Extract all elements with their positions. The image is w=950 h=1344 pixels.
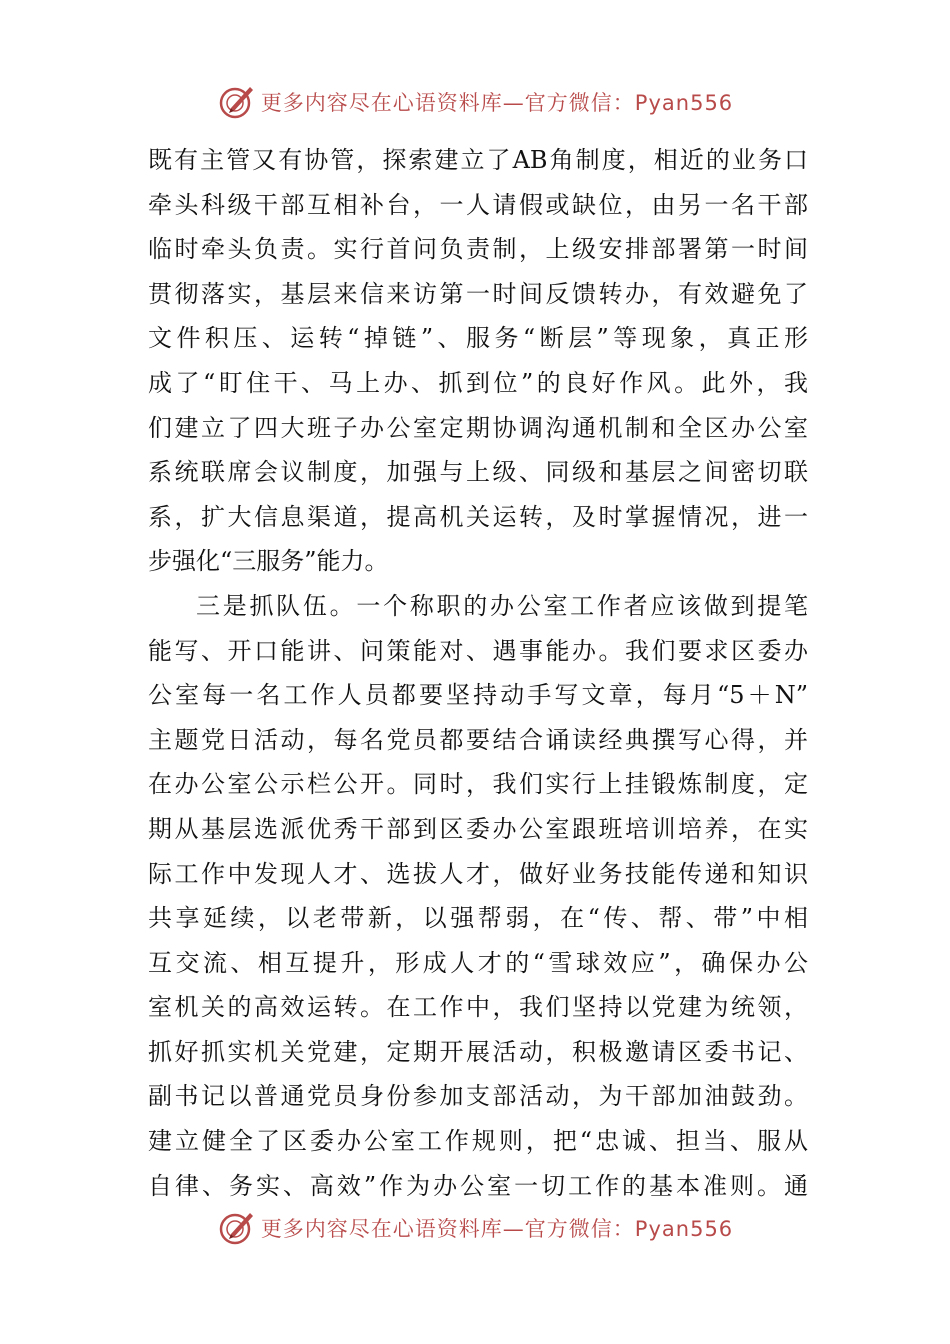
page-header-watermark <box>0 80 950 124</box>
watermark-text: 更多内容尽在心语资料库—官方微信：Pyan556 <box>260 1217 734 1241</box>
text-line: 成了“盯住干、马上办、抓到位”的良好作风。此外，我 <box>148 368 808 397</box>
text-line: 既有主管又有协管，探索建立了AB角制度，相近的业务口 <box>148 146 808 174</box>
text-line: 建立健全了区委办公室工作规则，把“忠诚、担当、服从 <box>148 1127 808 1156</box>
text-line: 牵头科级干部互相补台，一人请假或缺位，由另一名干部 <box>148 190 808 219</box>
document-body <box>148 138 808 1208</box>
text-line: 抓好抓实机关党建，定期开展活动，积极邀请区委书记、 <box>148 1037 808 1066</box>
text-line: 文件积压、运转“掉链”、服务“断层”等现象，真正形 <box>148 324 808 353</box>
text-line: 三是抓队伍。一个称职的办公室工作者应该做到提笔 <box>196 591 808 620</box>
text-line: 系，扩大信息渠道，提高机关运转，及时掌握情况，进一 <box>148 502 808 531</box>
text-line: 期从基层选派优秀干部到区委办公室跟班培训培养，在实 <box>148 814 808 843</box>
text-line: 互交流、相互提升，形成人才的“雪球效应”，确保办公 <box>148 948 808 977</box>
text-line: 室机关的高效运转。在工作中，我们坚持以党建为统领， <box>148 993 808 1022</box>
page-footer-watermark <box>0 1206 950 1250</box>
text-line: 能写、开口能讲、问策能对、遇事能办。我们要求区委办 <box>148 636 808 665</box>
watermark-text: 更多内容尽在心语资料库—官方微信：Pyan556 <box>260 91 734 115</box>
text-line: 们建立了四大班子办公室定期协调沟通机制和全区办公室 <box>148 413 808 442</box>
text-line: 共享延续，以老带新，以强帮弱，在“传、帮、带”中相 <box>148 904 808 933</box>
text-line: 在办公室公示栏公开。同时，我们实行上挂锻炼制度，定 <box>148 770 808 799</box>
text-line: 系统联席会议制度，加强与上级、同级和基层之间密切联 <box>148 458 808 487</box>
paragraph <box>148 584 808 1208</box>
pen-logo-icon <box>217 82 257 122</box>
text-line: 步强化“三服务”能力。 <box>148 547 389 576</box>
text-line: 公室每一名工作人员都要坚持动手写文章，每月“5＋N” <box>148 681 808 710</box>
text-line: 临时牵头负责。实行首问负责制，上级安排部署第一时间 <box>148 235 808 264</box>
text-line: 副书记以普通党员身份参加支部活动，为干部加油鼓劲。 <box>148 1082 808 1111</box>
text-line: 际工作中发现人才、选拔人才，做好业务技能传递和知识 <box>148 859 808 888</box>
pen-logo-icon <box>217 1208 257 1248</box>
text-line: 自律、务实、高效”作为办公室一切工作的基本准则。通 <box>148 1171 808 1200</box>
text-line: 主题党日活动，每名党员都要结合诵读经典撰写心得，并 <box>148 725 808 754</box>
text-line: 贯彻落实，基层来信来访第一时间反馈转办，有效避免了 <box>148 279 808 308</box>
paragraph <box>148 138 808 584</box>
